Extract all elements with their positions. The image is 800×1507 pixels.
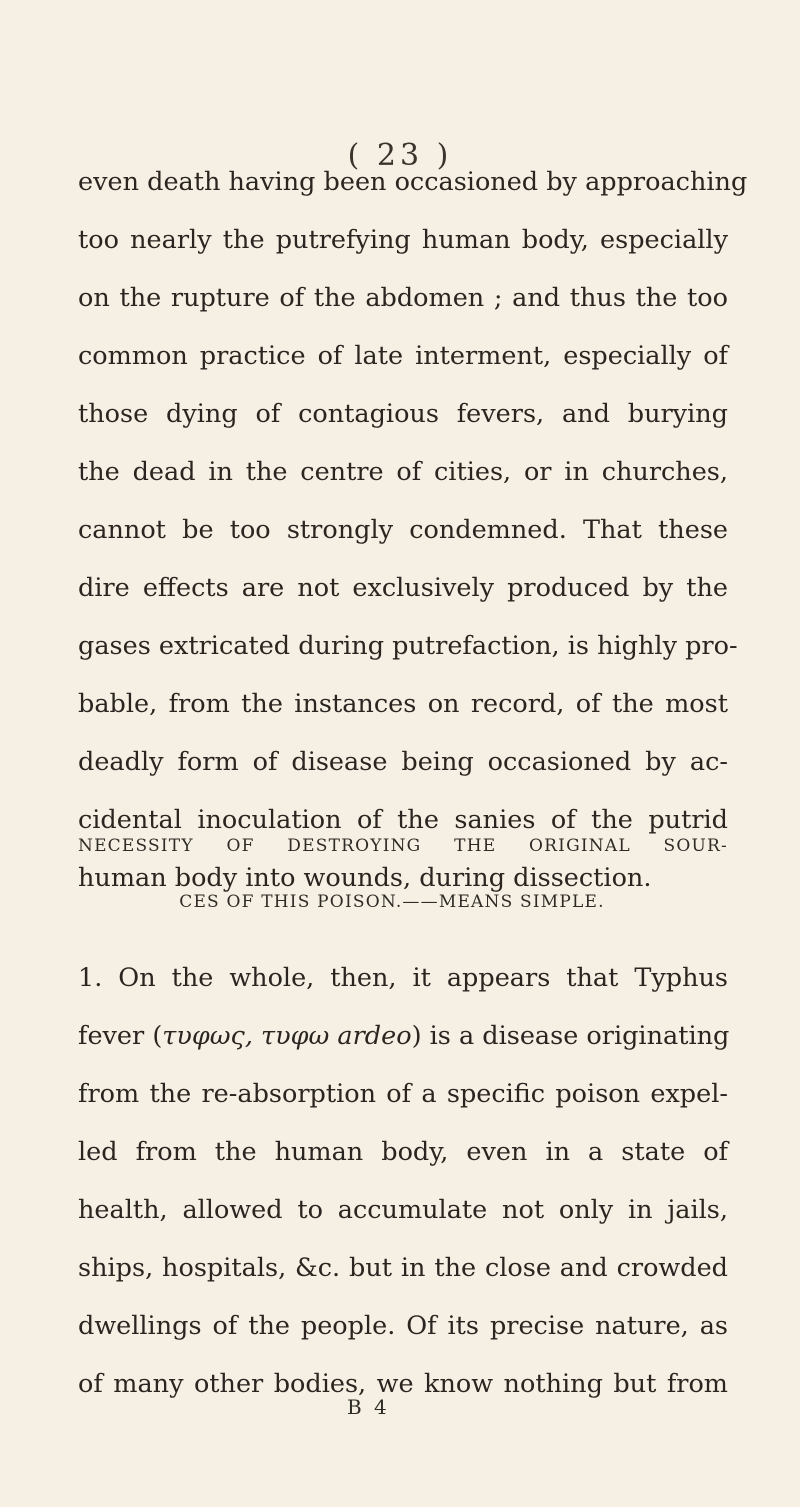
text-line: dwellings of the people. Of its precise nature, as — [78, 1311, 728, 1341]
signature-mark: B 4 — [347, 1395, 390, 1419]
paragraph-1 — [78, 153, 748, 907]
text-line: deadly form of disease being occasioned by ac- — [78, 747, 728, 777]
section-heading — [78, 818, 728, 930]
text-line: the dead in the centre of cities, or in churches, — [78, 457, 728, 487]
text-segment: fever ( — [78, 1021, 163, 1051]
heading-line: CES OF THIS POISON.——MEANS SIMPLE. — [179, 892, 605, 912]
text-line: dire effects are not exclusively produced by the — [78, 573, 728, 603]
text-line: common practice of late interment, especially of — [78, 341, 728, 371]
text-line: from the re-absorption of a specific poison expel- — [78, 1079, 728, 1109]
text-line: cidental inoculation of the sanies of the putrid — [78, 805, 728, 835]
greek-etymology: τυφως, τυφω ardeo — [162, 1021, 412, 1051]
text-line: human body into wounds, during dissection. — [78, 863, 652, 893]
text-line: gases extricated during putrefaction, is highly pro- — [78, 631, 738, 661]
text-line: ships, hospitals, &c. but in the close and crowded — [78, 1253, 728, 1283]
text-line: cannot be too strongly condemned. That these — [78, 515, 728, 545]
paragraph-2 — [78, 949, 728, 1413]
text-line: too nearly the putrefying human body, especially — [78, 225, 728, 255]
text-line: those dying of contagious fevers, and burying — [78, 399, 728, 429]
text-line: health, allowed to accumulate not only in jails, — [78, 1195, 728, 1225]
text-line-with-greek — [78, 1007, 728, 1065]
text-line: of many other bodies, we know nothing but from — [78, 1369, 728, 1399]
heading-line: NECESSITY OF DESTROYING THE ORIGINAL SOUR- — [78, 836, 728, 856]
text-line: bable, from the instances on record, of the most — [78, 689, 728, 719]
page-number: ( 23 ) — [347, 138, 453, 173]
text-line: even death having been occasioned by approaching — [78, 167, 748, 197]
text-segment: ) is a disease originating — [411, 1021, 730, 1051]
text-line: led from the human body, even in a state of — [78, 1137, 728, 1167]
text-line: on the rupture of the abdomen ; and thus the too — [78, 283, 728, 313]
text-line: 1. On the whole, then, it appears that Typhus — [78, 963, 728, 993]
